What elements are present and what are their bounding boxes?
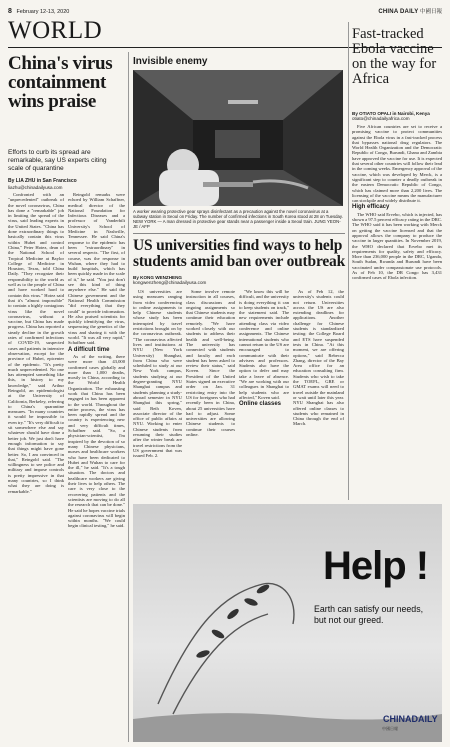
folio-left bbox=[8, 8, 69, 15]
right-column-divider bbox=[348, 22, 349, 500]
ad-brand-logo: CHINADAILY bbox=[383, 714, 438, 724]
ebola-subhead: High efficacy bbox=[352, 204, 390, 211]
lead-column-1 bbox=[8, 192, 64, 740]
us-text-4: As of Feb 12, the university's students could not return. Universities across the US are also extending deadlines for applications. Another challenge for Chinese students is standardized testing: the College Board and ETS have suspended tests in China. "At this moment, we are offering options," said Rebecca Zhang, director of the Bay Area office for an education consulting firm. Students who wish to take the TOEFL, GRE or GMAT exams will need to travel outside the mainland or wait until later this year. NYU Shanghai has also offered online classes to students who remained in China through the end of March. bbox=[293, 289, 344, 427]
us-text-3: "We know this will be difficult, and the university is doing everything it can to keep students on track," the statement said. The new requirements include attending class via video conference and online assignments. The Chinese international students who cannot return to the US are encouraged to communicate with their advisers and professors. Students also have the option to defer and may take a leave of absence. "We are working with our colleagues in Shanghai to help students who are affected," Koven said. bbox=[239, 289, 289, 400]
ebola-text-2: The WHO said Ervebo, which is injected, has shown a 97.5 percent efficacy rating in the DRC. The WHO said it has been working with Merck on getting the vaccine licensed and that the approval allows the company to produce the vaccine in larger quantities. In November 2019, the WHO declared that Ervebo met its requirements for quality, safety and efficacy. More than 236,000 people in the DRC, Uganda, South Sudan, Rwanda and Burundi have been vaccinated under compassionate use protocols. As of Feb 10, the DR Congo has 3,431 confirmed cases of Ebola infection. bbox=[352, 211, 442, 281]
issue-date: February 12-13, 2020 bbox=[16, 8, 70, 15]
us-text-1: US universities are using measures ranging from video conferencing to online assignments to help Chinese students whose study has been interrupted by travel restrictions brought on by the coronavirus outbreak. "The coronavirus affected lives and institutions at NYU (New York University) Shanghai, from China who were scheduled to study at our New York campus, students studying at our degree-granting NYU Shanghai campus and students planning a study-abroad semester in NYU Shanghai this spring," said Beth Koven, associate director of the office of public affairs at NYU. Working to enter Chinese students from resuming their studies after the winter break are travel restrictions from the US government that was issued Feb. 2. bbox=[133, 289, 182, 459]
lead-email: liazhu@chinadailyusa.com bbox=[8, 184, 63, 190]
us-column-1 bbox=[133, 289, 182, 499]
ad-headline: Help ! bbox=[323, 544, 429, 588]
ebola-byline bbox=[352, 111, 430, 121]
column-divider bbox=[128, 52, 129, 742]
lead-subhead: A difficult time bbox=[68, 346, 110, 353]
subway-photo-illustration bbox=[133, 70, 343, 206]
photo-kicker: Invisible enemy bbox=[133, 56, 208, 67]
lead-deck: Efforts to curb its spread are remarkable, say US experts citing scale of quarantine bbox=[8, 149, 107, 172]
paper-name: CHINA DAILY bbox=[378, 9, 419, 15]
us-email: kongwenzheng@chinadailyusa.com bbox=[133, 280, 207, 285]
ebola-column bbox=[352, 124, 442, 500]
ebola-text-1: Five African countries are set to receive a promising vaccine to protect communities against the Ebola virus in a fast-tracked process that bypasses national drug regulators. The World Health Organization and the Democratic Republic of Congo, Burundi, Ghana and Zambia have approved the vaccine for use. It is expected that several other countries will follow their lead in the coming weeks. Emergency approval of the vaccine, which was developed by Merck, is a significant step to counter a deadly outbreak in the eastern Democratic Republic of Congo, which has claimed more than 2,200 lives. The licensing of the vaccine means the manufacturer can stockpile and widely distribute it. bbox=[352, 124, 442, 204]
photo-caption: A worker wearing protective gear sprays disinfectant as a precaution against the novel coronavirus at a subway station in Seoul on Friday. The number of confirmed infections in South Korea stood at 28 on Tuesday. NEW YORK — A man dressed in protective gear stands near a passenger inside a Seoul train. JUNG YEON-JE / AFP bbox=[133, 209, 343, 230]
subway-photo bbox=[133, 70, 343, 206]
page-folio bbox=[8, 5, 442, 17]
ebola-email: otiato@chinadailyafrica.com bbox=[352, 116, 410, 121]
us-text-2: Some involve remote instruction in all courses, class discussions and ongoing assignments so that Chinese students may continue their education remotely. "We have worked closely with our students to address their health and well-being. The university has connected with students and faculty and each student has been asked to review their status," said Koven. Since the President of the United States signed an executive order on Jan. 31 restricting entry into the US for foreigners who had recently been in China, about 25 universities have had to adjust. Some universities are allowing Chinese students to continue their courses online. bbox=[186, 289, 235, 438]
paper-name-cn: 中國日報 bbox=[419, 9, 442, 15]
ad-brand-cn: 中國日報 bbox=[382, 726, 398, 731]
ebola-headline: Fast-tracked Ebola vaccine on the way for Africa bbox=[352, 26, 437, 87]
lead-headline: China's virus containment wins praise bbox=[8, 53, 113, 112]
us-column-2 bbox=[186, 289, 235, 499]
lead-text-2: Reingold remarks were echoed by William Schaffner, medical director of the National Foundation for Infectious Diseases and a professor of Vanderbilt University's School of Medicine in Nashville, Tennessee. He said China's response to the epidemic has been "extraordinary" in several respects. "The first, of course, was the response in Wuhan, where they had to build hospitals, which has been quickly made in the scale of it," he said. "You just don't see this kind of thing anywhere else." He said the Chinese government and the National Health Commission "did everything that they could" to provide information. He also praised scientists for quickly identifying the virus, sequencing the genetics of the virus and sharing it with the world. "It was all very rapid," Schaffner said. bbox=[68, 192, 125, 346]
us-headline: US universities find ways to help students amid ban over outbreak bbox=[133, 237, 345, 270]
us-author: By KONG WENZHENG bbox=[133, 275, 183, 280]
lead-text-3: As of the writing, there were more than 43,000 confirmed cases globally and more than 1,000 deaths, mostly in China, according to the World Health Organization. The exhausting work that China has been engaged in has been apparent to the world. Throughout the entire process, the virus has been rapidly spread and the country is experiencing new and very difficult times, Schaffner said. "So, a physician-scientist, I'm inspired by the devotion of so many Chinese physicians, nurses and healthcare workers who have been dedicated to Hubei and Wuhan to care for the ill," he said. "It's a tough situation. The doctors and healthcare workers are giving their lives to help others. The care is very close to the recovering patients and the scientists are moving to do all the research that can be done." He said he hopes vaccine trials against coronavirus will begin within months. "We could begin clinical testing," he said. bbox=[68, 353, 125, 529]
section-title: WORLD bbox=[8, 17, 103, 44]
page-number: 8 bbox=[8, 7, 12, 15]
lead-byline bbox=[8, 178, 124, 190]
us-byline bbox=[133, 275, 206, 285]
lead-column-2 bbox=[68, 192, 125, 740]
lead-text-1: Confronted with an "unprecedented" outbreak of the novel coronavirus, China has done a "remarkable" job in limiting the spread of the virus, said leading experts in the United States. "China has done extraordinary things to basically contain this virus within Hubei and control China," Peter Hotez, dean of the National School of Tropical Medicine at Baylor College of Medicine in Houston, Texas, told China Daily. "They recognize their responsibility to the world as well as to the people of China and have worked hard to contain this virus." Hotez said that it's "almost impossible" to contain a highly contagious virus like the novel coronavirus, without a vaccine, but China has made progress. China has reported a steady decline in the growth rates of confirmed infections of COVID-19, suspected cases and patients in intensive observation, except for the province of Hubei, epicenter of the epidemic. "It's pretty much unprecedented. No one has attempted something like this, in history to my knowledge," said Arthur Reingold, an epidemiologist at the University of California, Berkeley, referring to China's quarantine measures. "In many countries it would be impossible to even try." "It's very difficult to sit somewhere else and say whatever should have done a better job. We just don't have enough information to say that things might have gone better. So, I am convinced in that," Reingold said. "The willingness to see police and military and impose controls is pretty impressive in that many countries, so I think what they are doing is remarkable." bbox=[8, 192, 64, 494]
ebola-author: By OTIATO OPALI in Nairobi, Kenya bbox=[352, 111, 430, 116]
us-column-3 bbox=[239, 289, 289, 499]
ad-tagline: Earth can satisfy our needs, but not our greed. bbox=[314, 604, 424, 625]
us-column-4 bbox=[293, 289, 344, 499]
lead-author: By LIA ZHU in San Francisco bbox=[8, 178, 77, 184]
advertisement bbox=[133, 504, 442, 742]
folio-right bbox=[378, 7, 442, 15]
caption-rule bbox=[133, 233, 345, 234]
us-subhead: Online classes bbox=[239, 401, 282, 408]
